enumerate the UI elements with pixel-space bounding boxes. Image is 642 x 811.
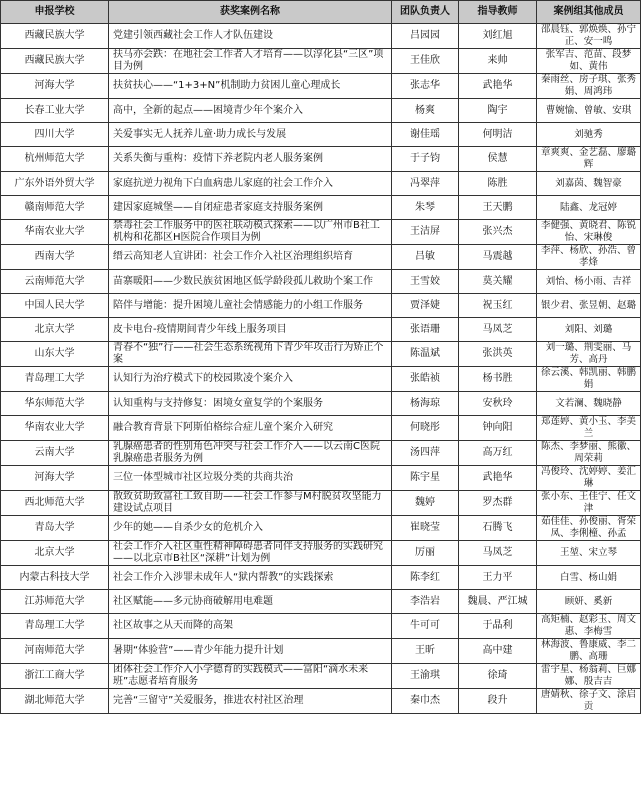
cell-team-leader: 吕园园	[392, 24, 459, 49]
cell-case-title: 家庭抗逆力视角下白血病患儿家庭的社会工作介入	[109, 172, 392, 196]
table-row	[1, 614, 641, 639]
cell-team-leader: 张语珊	[392, 318, 459, 342]
cell-other-members: 刘嘉茵、魏智豪	[537, 172, 641, 196]
cell-advisor: 杨书胜	[459, 367, 537, 392]
cell-other-members: 张军吉、范苗、段梦如、黄伟	[537, 49, 641, 74]
cell-school: 赣南师范大学	[1, 196, 109, 220]
cell-school: 长春工业大学	[1, 99, 109, 123]
cell-school: 西南大学	[1, 245, 109, 270]
cell-other-members: 王堃、宋立琴	[537, 541, 641, 566]
cell-advisor: 马凤芝	[459, 318, 537, 342]
cell-advisor: 徐琦	[459, 664, 537, 689]
cell-school: 河南师范大学	[1, 639, 109, 664]
cell-other-members: 唐婧秋、徐子文、涂启贡	[537, 689, 641, 714]
cell-team-leader: 秦巾杰	[392, 689, 459, 714]
header-other-members: 案例组其他成员	[537, 1, 641, 24]
cell-advisor: 祝玉红	[459, 294, 537, 318]
cell-school: 华东师范大学	[1, 392, 109, 416]
cell-other-members: 邵晨钰、郭焕焕、孙宁正、安一鸣	[537, 24, 641, 49]
table-row	[1, 689, 641, 714]
table-row	[1, 74, 641, 99]
cell-case-title: 少年的她——自杀少女的危机介入	[109, 516, 392, 541]
cell-team-leader: 陈温斌	[392, 342, 459, 367]
header-team-leader: 团队负责人	[392, 1, 459, 24]
cell-other-members: 张小东、王佳宁、任文津	[537, 491, 641, 516]
cell-school: 河海大学	[1, 466, 109, 491]
cell-advisor: 钟向阳	[459, 416, 537, 441]
cell-case-title: 建因家庭城堡——自闭症患者家庭支持服务案例	[109, 196, 392, 220]
cell-advisor: 刘红旭	[459, 24, 537, 49]
cell-school: 西藏民族大学	[1, 24, 109, 49]
cell-school: 青岛理工大学	[1, 614, 109, 639]
table-row	[1, 590, 641, 614]
cell-other-members: 刘一璐、荆雯丽、马芳、高丹	[537, 342, 641, 367]
cell-team-leader: 厉丽	[392, 541, 459, 566]
cell-case-title: 党建引领西藏社会工作人才队伍建设	[109, 24, 392, 49]
cell-advisor: 高中建	[459, 639, 537, 664]
table-row	[1, 270, 641, 294]
cell-case-title: 散致贫助致富社工致自助——社会工作参与M村脱贫攻坚能力建设试点项目	[109, 491, 392, 516]
cell-other-members: 章爽爽、金艺磊、廖璐辉	[537, 147, 641, 172]
cell-team-leader: 张志华	[392, 74, 459, 99]
cell-school: 四川大学	[1, 123, 109, 147]
table-row	[1, 491, 641, 516]
cell-other-members: 陆鑫、龙冠婷	[537, 196, 641, 220]
cell-team-leader: 牛可可	[392, 614, 459, 639]
table-row	[1, 294, 641, 318]
cell-advisor: 来帅	[459, 49, 537, 74]
cell-school: 青岛理工大学	[1, 367, 109, 392]
cell-advisor: 陈胜	[459, 172, 537, 196]
table-row	[1, 342, 641, 367]
cell-other-members: 刘阳、刘璐	[537, 318, 641, 342]
cell-team-leader: 冯翠萍	[392, 172, 459, 196]
cell-team-leader: 贾泽婕	[392, 294, 459, 318]
cell-case-title: 社区赋能——多元协商破解用电难题	[109, 590, 392, 614]
table-row	[1, 24, 641, 49]
table-row	[1, 664, 641, 689]
cell-advisor: 段升	[459, 689, 537, 714]
cell-case-title: 青春不“独”行——社会生态系统视角下青少年攻击行为矫正个案	[109, 342, 392, 367]
cell-advisor: 张兴杰	[459, 220, 537, 245]
cell-case-title: 完善“三留守”关爱服务，推进农村社区治理	[109, 689, 392, 714]
cell-case-title: 认知重构与支持修复：困境女童复学的个案服务	[109, 392, 392, 416]
table-row	[1, 49, 641, 74]
cell-team-leader: 谢佳瑶	[392, 123, 459, 147]
table-row	[1, 516, 641, 541]
cell-case-title: 高中，全新的起点——困境青少年个案介入	[109, 99, 392, 123]
cell-team-leader: 张皓祯	[392, 367, 459, 392]
cell-school: 北京大学	[1, 318, 109, 342]
cell-case-title: 暑期“体验营”——青少年能力提升计划	[109, 639, 392, 664]
cell-other-members: 顾妍、奚新	[537, 590, 641, 614]
cell-other-members: 银少君、张昱朝、赵璐	[537, 294, 641, 318]
cell-school: 江苏师范大学	[1, 590, 109, 614]
cell-case-title: 三位一体型城市社区垃圾分类的共商共治	[109, 466, 392, 491]
cell-school: 山东大学	[1, 342, 109, 367]
table-row	[1, 639, 641, 664]
cell-case-title: 陪伴与增能：提升困境儿童社会情感能力的小组工作服务	[109, 294, 392, 318]
table-row	[1, 566, 641, 590]
table-row	[1, 99, 641, 123]
cell-advisor: 石腾飞	[459, 516, 537, 541]
cell-other-members: 刘怡、杨小雨、吉祥	[537, 270, 641, 294]
header-advisor: 指导教师	[459, 1, 537, 24]
cell-advisor: 张洪英	[459, 342, 537, 367]
cell-advisor: 马震越	[459, 245, 537, 270]
cell-team-leader: 王昕	[392, 639, 459, 664]
table-row	[1, 196, 641, 220]
cell-other-members: 李萍、杨欣、孙浩、曾孝烽	[537, 245, 641, 270]
cell-school: 云南师范大学	[1, 270, 109, 294]
cell-case-title: 扶马亦会跌：在地社会工作者人才培育——以淳化县“三区”项目为例	[109, 49, 392, 74]
cell-other-members: 郑莲婷、黄小玉、李美兰	[537, 416, 641, 441]
cell-team-leader: 杨爽	[392, 99, 459, 123]
cell-school: 中国人民大学	[1, 294, 109, 318]
cell-advisor: 安秋玲	[459, 392, 537, 416]
cell-school: 北京大学	[1, 541, 109, 566]
cell-advisor: 何明洁	[459, 123, 537, 147]
cell-advisor: 罗杰群	[459, 491, 537, 516]
cell-team-leader: 吕敏	[392, 245, 459, 270]
header-row	[1, 1, 641, 24]
cell-school: 华南农业大学	[1, 220, 109, 245]
table-row	[1, 123, 641, 147]
cell-team-leader: 杨海琼	[392, 392, 459, 416]
cell-case-title: 苗寨暖阳——少数民族贫困地区低学龄段孤儿救助个案工作	[109, 270, 392, 294]
cell-case-title: 关系失衡与重构：疫情下养老院内老人服务案例	[109, 147, 392, 172]
cell-team-leader: 王渝琪	[392, 664, 459, 689]
table-row	[1, 541, 641, 566]
table-row	[1, 416, 641, 441]
cell-other-members: 刘驰秀	[537, 123, 641, 147]
cell-team-leader: 陈李红	[392, 566, 459, 590]
cell-case-title: 缙云高知老人宜讲团：社会工作介入社区治理组织培育	[109, 245, 392, 270]
cell-team-leader: 于子钧	[392, 147, 459, 172]
cell-other-members: 李健强、黄晓君、陈锐怡、宋琳俊	[537, 220, 641, 245]
cell-school: 内蒙古科技大学	[1, 566, 109, 590]
cell-team-leader: 王雪姣	[392, 270, 459, 294]
table-row	[1, 220, 641, 245]
cell-other-members: 文若澜、魏晓静	[537, 392, 641, 416]
table-row	[1, 147, 641, 172]
cell-team-leader: 王洁屏	[392, 220, 459, 245]
cell-advisor: 侯慧	[459, 147, 537, 172]
cell-other-members: 秦雨丝、房子琪、张秀娟、周鸿玮	[537, 74, 641, 99]
cell-advisor: 武艳华	[459, 74, 537, 99]
cell-advisor: 陶宇	[459, 99, 537, 123]
cell-case-title: 关爱事实无人抚养儿童·助力成长与发展	[109, 123, 392, 147]
cell-team-leader: 李浩岩	[392, 590, 459, 614]
cell-case-title: 扶贫扶心——“1+3+N”机制助力贫困儿童心理成长	[109, 74, 392, 99]
cell-team-leader: 陈宇星	[392, 466, 459, 491]
header-case-title: 获奖案例名称	[109, 1, 392, 24]
cell-case-title: 社会工作介入涉罪未成年人“狱内帮教”的实践探索	[109, 566, 392, 590]
header-school: 申报学校	[1, 1, 109, 24]
table-row	[1, 367, 641, 392]
cell-advisor: 魏晨、严江城	[459, 590, 537, 614]
cell-team-leader: 何晓彤	[392, 416, 459, 441]
cell-school: 华南农业大学	[1, 416, 109, 441]
cell-other-members: 高矩楠、赵彩玉、周文惠、李梅雪	[537, 614, 641, 639]
cell-school: 河海大学	[1, 74, 109, 99]
cell-team-leader: 崔晓莹	[392, 516, 459, 541]
cell-other-members: 陈杰、李梦丽、熊徽、周荣莉	[537, 441, 641, 466]
cell-other-members: 茹佳佳、孙俊丽、胥荣凤、李俐橦、孙孟	[537, 516, 641, 541]
cell-advisor: 王天鹏	[459, 196, 537, 220]
cell-advisor: 王力平	[459, 566, 537, 590]
table-row	[1, 466, 641, 491]
cell-case-title: 认知行为治疗模式下的校园欺凌个案介入	[109, 367, 392, 392]
cell-school: 广东外语外贸大学	[1, 172, 109, 196]
cell-school: 杭州师范大学	[1, 147, 109, 172]
cell-school: 浙江工商大学	[1, 664, 109, 689]
table-row	[1, 392, 641, 416]
cell-team-leader: 王佳欣	[392, 49, 459, 74]
cell-team-leader: 朱琴	[392, 196, 459, 220]
table-body	[1, 24, 641, 714]
cell-school: 云南大学	[1, 441, 109, 466]
cell-other-members: 林海波、鲁康威、李二鹏、高珊	[537, 639, 641, 664]
cell-advisor: 于晶利	[459, 614, 537, 639]
cell-advisor: 武艳华	[459, 466, 537, 491]
cell-other-members: 白雪、杨山娟	[537, 566, 641, 590]
table-row	[1, 441, 641, 466]
cell-team-leader: 魏婷	[392, 491, 459, 516]
cell-other-members: 冯俊玲、沈婷婷、姜汇琳	[537, 466, 641, 491]
cell-school: 湖北师范大学	[1, 689, 109, 714]
cell-case-title: 乳腺癌患者的性别角色冲突与社会工作介入——以云南C医院乳腺癌患者服务为例	[109, 441, 392, 466]
cell-case-title: 社区故事之从天而降的高架	[109, 614, 392, 639]
cell-case-title: 团体社会工作介入小学德育的实践模式——富阳“滴水未来班”志愿者培育服务	[109, 664, 392, 689]
cell-case-title: 禁毒社会工作服务中的医社联动模式探索——以广州市B社工机构和花都区H医院合作项目为例	[109, 220, 392, 245]
cell-advisor: 马凤芝	[459, 541, 537, 566]
cell-other-members: 徐云溪、韩凯丽、韩鹏娟	[537, 367, 641, 392]
table-row	[1, 245, 641, 270]
cell-team-leader: 汤四萍	[392, 441, 459, 466]
cell-case-title: 社会工作介入社区重性精神障碍患者同伴支持服务的实践研究——以北京市B社区“深耕”计划为例	[109, 541, 392, 566]
cell-other-members: 雷宇星、杨翁莉、巨娜娜、殷吉吉	[537, 664, 641, 689]
cell-case-title: 融合教育背景下阿斯伯格综合症儿童个案介入研究	[109, 416, 392, 441]
table-row	[1, 172, 641, 196]
cell-case-title: 皮卡电台-疫情期间青少年线上服务项目	[109, 318, 392, 342]
cell-other-members: 曹婉愉、曾敏、安琪	[537, 99, 641, 123]
cell-school: 西北师范大学	[1, 491, 109, 516]
table-row	[1, 318, 641, 342]
cell-advisor: 高万红	[459, 441, 537, 466]
cell-school: 青岛大学	[1, 516, 109, 541]
cell-school: 西藏民族大学	[1, 49, 109, 74]
cell-advisor: 莫关耀	[459, 270, 537, 294]
